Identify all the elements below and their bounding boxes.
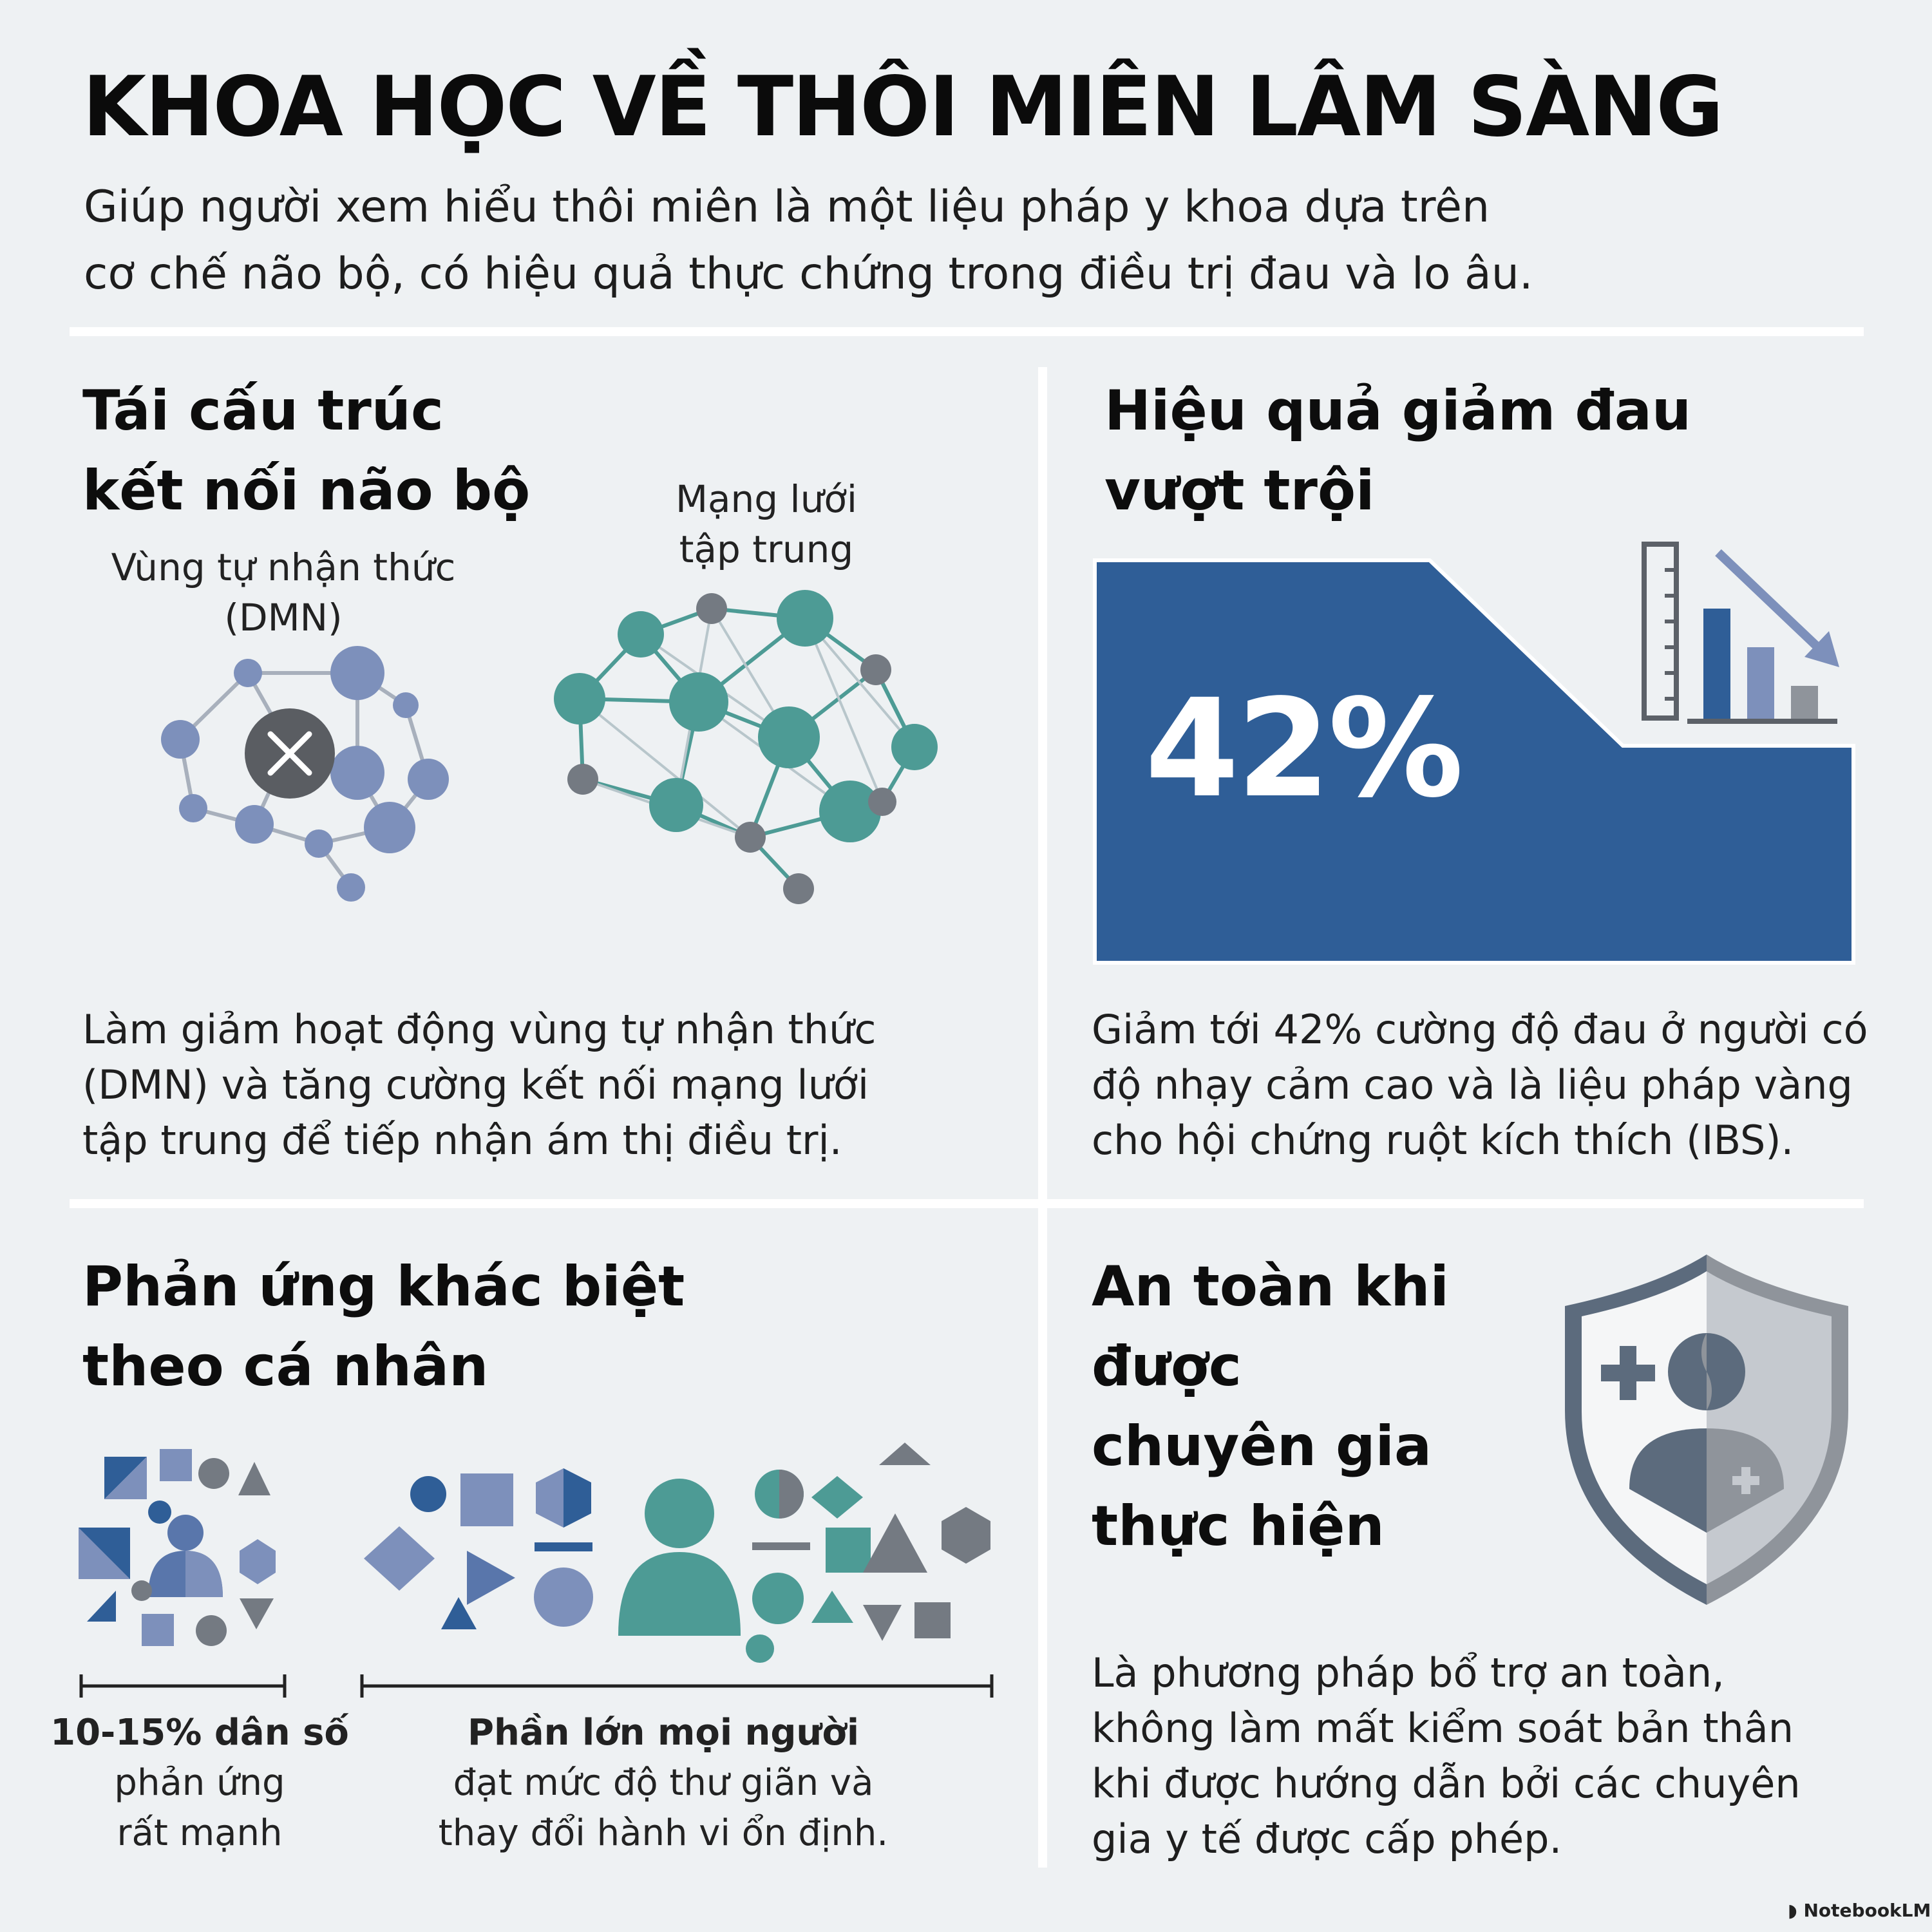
bar-chart-down-icon [1687, 553, 1839, 721]
title-line: được [1092, 1334, 1242, 1399]
caption-line: thay đổi hành vi ổn định. [438, 1812, 889, 1854]
subtitle-line: Giúp người xem hiểu thôi miên là một liệu pháp y khoa dựa trên [84, 182, 1490, 232]
title-line: Phản ứng khác biệt [82, 1255, 685, 1319]
page-title: KHOA HỌC VỀ THÔI MIÊN LÂM SÀNG [82, 59, 1723, 155]
title-line: theo cá nhân [82, 1334, 489, 1399]
title-line: vượt trội [1104, 459, 1375, 523]
body-line: Giảm tới 42% cường độ đau ở người có [1092, 1006, 1868, 1053]
middle-divider [70, 1199, 1864, 1208]
body-line: độ nhạy cảm cao và là liệu pháp vàng [1092, 1061, 1853, 1108]
body-line: (DMN) và tăng cường kết nối mạng lưới [82, 1061, 869, 1108]
caption-bold: Phần lớn mọi người [467, 1712, 860, 1754]
label-line: Mạng lưới [675, 477, 858, 521]
body-line: Là phương pháp bổ trợ an toàn, [1092, 1649, 1725, 1696]
response-section-title [82, 1247, 685, 1406]
safety-section-title [1092, 1247, 1449, 1566]
body-line: Làm giảm hoạt động vùng tự nhận thức [82, 1006, 876, 1053]
label-line: (DMN) [224, 596, 343, 639]
majority-caption [374, 1708, 953, 1859]
neural-network-icon [0, 0, 1030, 934]
shield-icon [1552, 1249, 1861, 1610]
brand-text: NotebookLM [1803, 1900, 1931, 1921]
title-line: An toàn khi [1092, 1255, 1450, 1319]
body-line: khi được hướng dẫn bởi các chuyên [1092, 1760, 1801, 1807]
label-line: Vùng tự nhận thức [111, 545, 456, 589]
subtitle-line: cơ chế não bộ, có hiệu quả thực chứng trong điều trị đau và lo âu. [84, 249, 1533, 299]
caption-bold: 10-15% dân số [50, 1712, 349, 1754]
logo-mark-icon: ◗ [1788, 1900, 1804, 1921]
pain-stat: 42% [1145, 670, 1461, 828]
pain-section-title [1104, 371, 1691, 531]
x-circle-icon [245, 708, 335, 799]
notebooklm-logo [1788, 1900, 1931, 1921]
caption-line: phản ứng [114, 1762, 285, 1804]
body-line: cho hội chứng ruột kích thích (IBS). [1092, 1117, 1794, 1164]
pain-section-body [1092, 1002, 1868, 1168]
caption-line: đạt mức độ thư giãn và [453, 1762, 874, 1804]
body-line: không làm mất kiểm soát bản thân [1092, 1705, 1794, 1752]
title-line: Hiệu quả giảm đau [1104, 379, 1692, 443]
shapes-cluster-icon [64, 1436, 1018, 1707]
label-line: tập trung [679, 527, 854, 571]
body-line: gia y tế được cấp phép. [1092, 1815, 1562, 1862]
strong-responders-caption [39, 1708, 361, 1859]
caption-line: rất mạnh [117, 1812, 283, 1854]
brain-section-body [82, 1002, 876, 1168]
ruler-icon [1644, 544, 1676, 718]
title-line: kết nối não bộ [82, 459, 531, 523]
safety-section-body [1092, 1645, 1801, 1867]
body-line: tập trung để tiếp nhận ám thị điều trị. [82, 1117, 842, 1164]
vertical-divider [1038, 367, 1047, 1868]
title-line: thực hiện [1092, 1494, 1385, 1558]
title-line: Tái cấu trúc [82, 379, 444, 443]
title-line: chuyên gia [1092, 1414, 1432, 1479]
